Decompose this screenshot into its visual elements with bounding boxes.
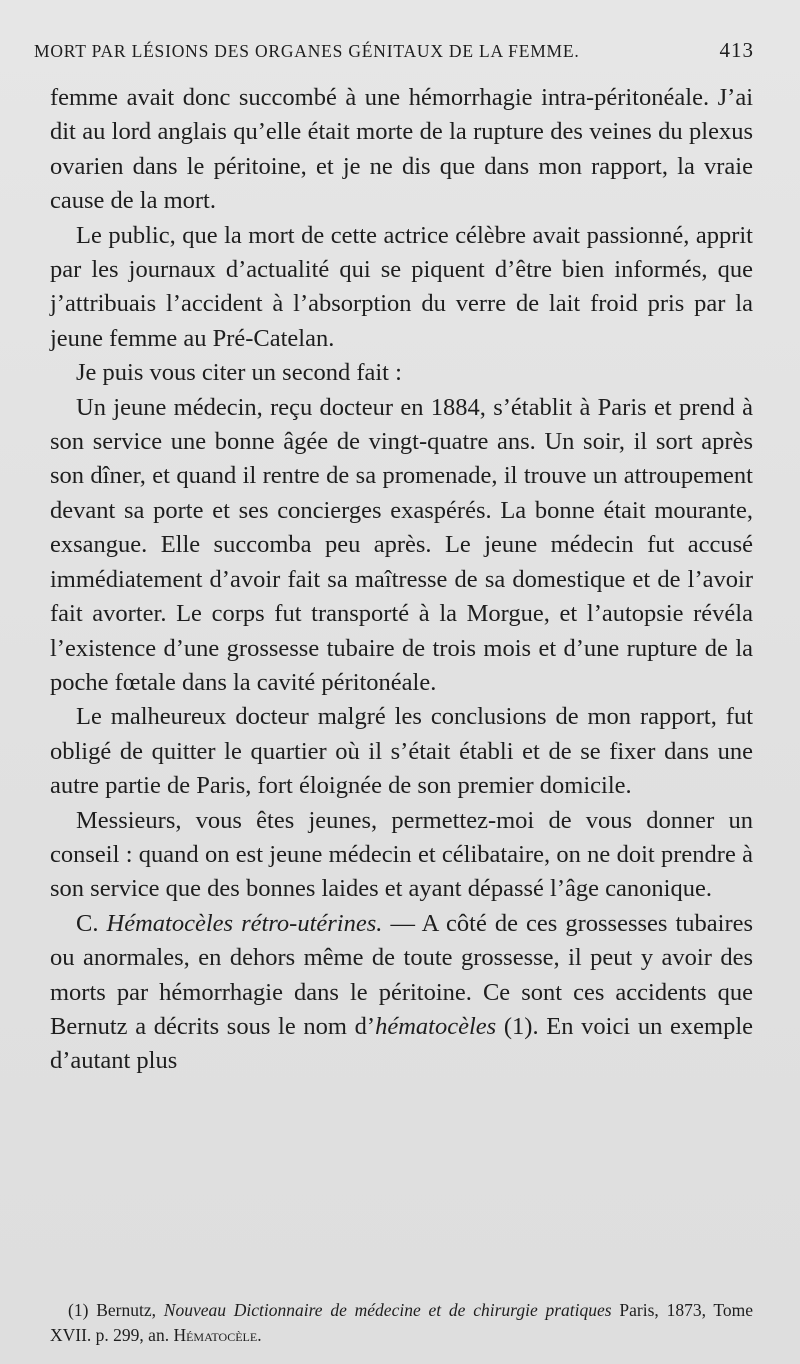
paragraph: Messieurs, vous êtes jeunes, permettez-moi de vous donner un conseil : quand on est jeune médecin et célibataire, on ne doit prendre à son service que des bonnes laides et ayant dépassé l’âge canonique.: [50, 806, 753, 903]
footnote-details: Paris, 1873, Tome XVII. p. 299, an.: [50, 1300, 754, 1345]
running-title: MORT PAR LÉSIONS DES ORGANES GÉNITAUX DE LA FEMME.: [34, 41, 580, 61]
paragraph: Un jeune médecin, reçu docteur en 1884, s’établit à Paris et prend à son service une bonne âgée de vingt-quatre ans. Un soir, il sort après son dîner, et quand il rentre de sa promenade, il trouve un attroupement devant sa porte et ses concierges exaspérés. La bonne était mourante, exsangue. Elle succomba peu après. Le jeune médecin fut accusé immédiatement d’avoir fait sa maîtresse de sa domestique et de l’avoir fait avorter. Le corps fut transporté à la Morgue, et l’autopsie révéla l’existence d’une grossesse tubaire de trois mois et d’une rupture de la poche fœtale dans la cavité péritonéale.: [50, 393, 753, 696]
paragraph: Je puis vous citer un second fait :: [76, 359, 402, 387]
section-title: Hématocèles rétro-utérines.: [106, 909, 383, 937]
running-header: [34, 38, 754, 64]
footnote: [50, 1298, 753, 1348]
section-c-paragraph: [50, 907, 753, 1079]
footnote-author: Bernutz,: [96, 1300, 156, 1320]
section-term: hématocèles: [375, 1012, 497, 1040]
paragraph: Le malheureux docteur malgré les conclusions de mon rapport, fut obligé de quitter le quartier où il s’était établi et de se fixer dans une autre partie de Paris, fort éloignée de son premier domicile.: [50, 703, 753, 800]
page-number: 413: [719, 38, 754, 62]
footnote-entry: Hématocèle.: [173, 1325, 262, 1345]
section-text: — A côté de ces grossesses tubaires ou anormales, en dehors même de toute grossesse, il peut y avoir des morts par hémorrhagie dans le péritoine. Ce sont ces accidents que Bernutz a décrits sous le nom d’: [50, 909, 754, 1040]
footnote-reference: (1): [503, 1012, 533, 1040]
paragraph: femme avait donc succombé à une hémorrhagie intra-péritonéale. J’ai dit au lord anglais qu’elle était morte de la rupture des veines du plexus ovarien dans le péritoine, et je ne dis que dans mon rapport, la vraie cause de la mort.: [50, 84, 753, 215]
section-text-end: . En voici un exemple d’autant plus: [50, 1012, 753, 1075]
body-text: [50, 81, 753, 1079]
section-label: C.: [76, 909, 99, 937]
footnote-marker: (1): [68, 1300, 89, 1320]
paragraph: Le public, que la mort de cette actrice célèbre avait passionné, apprit par les journaux d’actualité qui se piquent d’être bien informés, que j’attribuais l’accident à l’absorption du verre de lait froid pris par la jeune femme au Pré-Catelan.: [50, 221, 753, 352]
footnote-work: Nouveau Dictionnaire de médecine et de chirurgie pratiques: [163, 1300, 612, 1320]
